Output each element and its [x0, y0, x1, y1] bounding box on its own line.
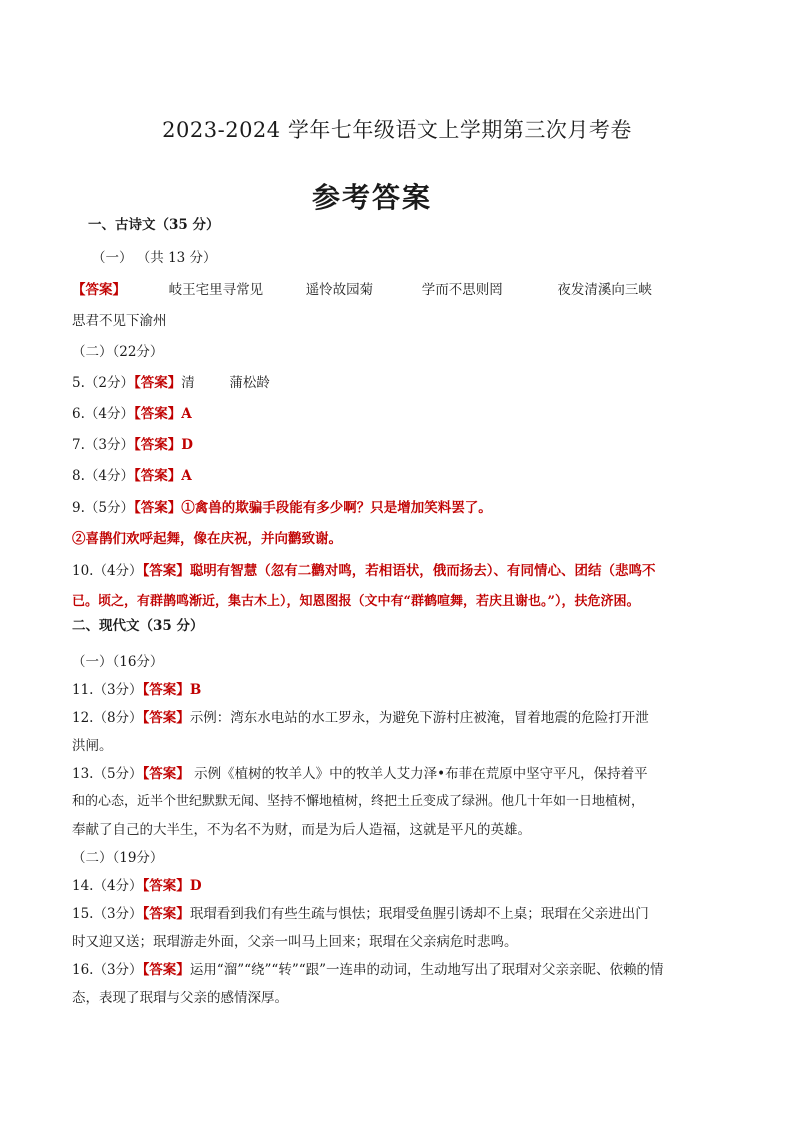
- answer-text: 聪明有智慧（忽有二鹳对鸣，若相语状，俄而扬去）、有同情心、团结（悲鸣不: [189, 563, 656, 579]
- answer-tag: 【答案】: [142, 962, 190, 978]
- answer-tag: 【答案】: [142, 766, 190, 782]
- question-16: [72, 960, 732, 980]
- answer-text: 运用“溜”“绕”“转”“跟”一连串的动词，生动地写出了珉瑁对父亲亲昵、依赖的情: [189, 962, 664, 978]
- question-9: [72, 498, 732, 518]
- poem-answer: 学而不思则罔: [421, 282, 503, 298]
- question-number: 9.（5分）: [72, 500, 134, 516]
- answer-tag: 【答案】: [133, 500, 182, 516]
- question-11: [72, 680, 732, 700]
- answer-text: 奉献了自己的大半生，不为名不为财，而是为后人造福，这就是平凡的英雄。: [72, 822, 531, 838]
- section-heading-classical: 一、古诗文（35 分）: [88, 217, 220, 233]
- section-heading-modern: 二、现代文（35 分）: [72, 618, 204, 634]
- answer-text: 洪闸。: [72, 738, 113, 754]
- answer-tag: 【答案】: [133, 468, 182, 484]
- poem-answer: 思君不见下渝州: [72, 313, 167, 329]
- doc-title: 2023-2024 学年七年级语文上学期第三次月考卷: [162, 118, 632, 142]
- question-15: [72, 904, 732, 924]
- question-7: [72, 435, 732, 455]
- answer-text: ①禽兽的欺骗手段能有多少啊？只是增加笑料罢了。: [181, 500, 492, 516]
- question-14: [72, 876, 732, 896]
- answer-text: 清: [181, 375, 195, 391]
- answer-choice: D: [189, 878, 202, 894]
- question-number: 12.（8分）: [72, 710, 143, 726]
- question-number: 14.（4分）: [72, 878, 143, 894]
- part-heading-2: （二）（22分）: [72, 344, 164, 360]
- answer-tag: 【答案】: [142, 682, 190, 698]
- question-number: 10.（4分）: [72, 563, 143, 579]
- answer-tag: 【答案】: [133, 437, 182, 453]
- question-number: 15.（3分）: [72, 906, 143, 922]
- answer-choice: D: [181, 437, 193, 453]
- question-number: 16.（3分）: [72, 962, 143, 978]
- answer-text: 态，表现了珉瑁与父亲的感情深厚。: [72, 990, 288, 1006]
- answer-choice: A: [181, 406, 192, 422]
- poem-answer: 夜发清溪向三峡: [557, 282, 652, 298]
- answer-text: 示例《植树的牧羊人》中的牧羊人艾力泽•布菲在荒原中坚守平凡，保持着平: [194, 766, 648, 782]
- answer-tag: 【答案】: [142, 710, 190, 726]
- answer-text: 时又迎又送；珉瑁游走外面，父亲一叫马上回来；珉瑁在父亲病危时悲鸣。: [72, 934, 518, 950]
- doc-subtitle: 参考答案: [311, 181, 432, 214]
- question-5: [72, 373, 732, 393]
- poem-answer: 岐王宅里寻常见: [168, 282, 264, 298]
- answer-text: 已。顷之，有群鹊鸣渐近，集古木上），知恩图报（文中有“群鹤喧舞，若庆且谢也。”），扶危济困。: [72, 594, 640, 609]
- answer-text: 和的心态，近半个世纪默默无闻、坚持不懈地植树，终把土丘变成了绿洲。他几十年如一日地植树，: [72, 794, 645, 809]
- poem-answers-line: [72, 280, 732, 300]
- part-heading-3: （一）（16分）: [72, 654, 164, 670]
- question-number: 8.（4分）: [72, 468, 134, 484]
- part-heading-1: （一） （共 13 分）: [92, 250, 217, 266]
- answer-tag: 【答案】: [142, 906, 190, 922]
- question-13: [72, 764, 732, 784]
- answer-choice: A: [181, 468, 192, 484]
- answer-text: ②喜鹊们欢呼起舞，像在庆祝，并向鹳致谢。: [72, 531, 342, 547]
- answer-text: 蒲松龄: [229, 375, 270, 391]
- answer-tag: 【答案】: [133, 406, 182, 422]
- question-10: [72, 561, 732, 581]
- answer-tag: 【答案】: [142, 878, 190, 894]
- question-number: 7.（3分）: [72, 437, 134, 453]
- answer-text: 示例：湾东水电站的水工罗永，为避免下游村庄被淹，冒着地震的危险打开泄: [189, 710, 649, 726]
- part-heading-4: （二）（19分）: [72, 850, 164, 866]
- question-number: 5.（2分）: [72, 375, 134, 391]
- poem-answer: 遥怜故园菊: [305, 282, 374, 298]
- question-12: [72, 708, 732, 728]
- answer-tag: 【答案】: [72, 282, 126, 298]
- question-number: 6.（4分）: [72, 406, 134, 422]
- answer-tag: 【答案】: [133, 375, 182, 391]
- answer-choice: B: [189, 682, 202, 698]
- question-8: [72, 466, 732, 486]
- answer-text: 珉瑁看到我们有些生疏与惧怯；珉瑁受鱼腥引诱却不上桌；珉瑁在父亲进出门: [189, 906, 649, 922]
- question-6: [72, 404, 732, 424]
- answer-tag: 【答案】: [142, 563, 190, 579]
- question-number: 13.（5分）: [72, 766, 143, 782]
- question-number: 11.（3分）: [72, 682, 143, 698]
